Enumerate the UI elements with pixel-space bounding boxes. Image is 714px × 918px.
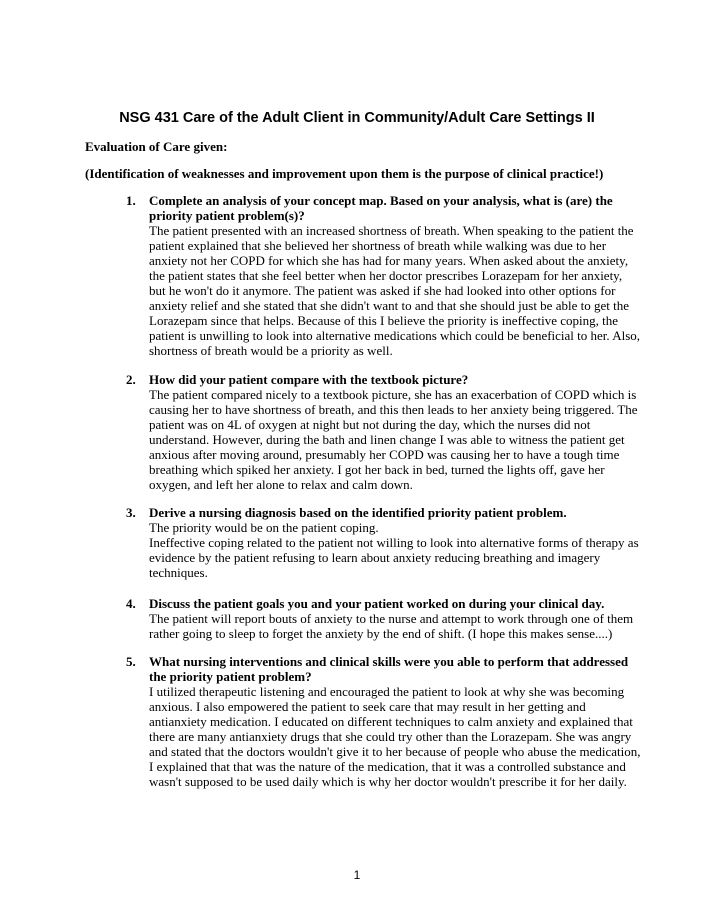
question-text: Discuss the patient goals you and your patient worked on during your clinical day. <box>149 596 605 611</box>
question-text: How did your patient compare with the textbook picture? <box>149 372 469 387</box>
question-number: 4. <box>126 596 136 611</box>
question-item-5 <box>126 654 641 789</box>
page-title: NSG 431 Care of the Adult Client in Community/Adult Care Settings II <box>119 110 595 126</box>
answer-text: The patient presented with an increased shortness of breath. When speaking to the patient the patient explained that she believed her shortness of breath while walking was due to her anxiety not her COPD for which she has had for many years. When asked about the anxiety, the patient states that she feel better when her doctor prescribes Lorazepam for her anxiety, but he won't do it anymore. The patient was asked if she had looked into other options for anxiety relief and she stated that she didn't want to and that she should just be able to get the Lorazepam since that helps. Because of this I believe the priority is ineffective coping, the patient is unwilling to look into alternative medications which could be beneficial to her. Also, shortness of breath would be a priority as well. <box>149 223 641 358</box>
section-subheading: (Identification of weaknesses and improvement upon them is the purpose of clinical practice!) <box>85 166 604 181</box>
question-item-1 <box>126 193 641 358</box>
answer-text-continued: Ineffective coping related to the patient not willing to look into alternative forms of therapy as evidence by the patient refusing to learn about anxiety reducing breathing and imagery techniques. <box>149 535 639 580</box>
question-text: Complete an analysis of your concept map. Based on your analysis, what is (are) the priority patient problem(s)? <box>149 193 613 223</box>
question-text: Derive a nursing diagnosis based on the identified priority patient problem. <box>149 505 567 520</box>
question-item-2 <box>126 372 641 492</box>
question-number: 1. <box>126 193 136 208</box>
answer-text: The patient compared nicely to a textbook picture, she has an exacerbation of COPD which is causing her to have shortness of breath, and this then leads to her anxiety being triggered. The patient was on 4L of oxygen at night but not during the day, which the nurses did not understand. However, during the bath and linen change I was able to witness the patient get anxious after moving around, presumably her COPD was causing her to have a tough time breathing which spiked her anxiety. I got her back in bed, turned the lights off, gave her oxygen, and left her alone to relax and calm down. <box>149 387 638 492</box>
question-text: What nursing interventions and clinical skills were you able to perform that addressed the priority patient problem? <box>149 654 629 684</box>
question-number: 2. <box>126 372 136 387</box>
page-number: 1 <box>353 868 361 882</box>
question-item-4 <box>126 596 641 641</box>
answer-text: The patient will report bouts of anxiety to the nurse and attempt to work through one of them rather going to sleep to forget the anxiety by the end of shift. (I hope this makes sense....) <box>149 611 634 641</box>
answer-text: The priority would be on the patient coping. <box>149 520 379 535</box>
answer-text: I utilized therapeutic listening and encouraged the patient to look at why she was becoming anxious. I also empowered the patient to seek care that may result in her getting and antianxiety medication. I educated on different techniques to calm anxiety and explained that there are many antianxiety drugs that she could try other than the Lorazepam. She was angry and stated that the doctors wouldn't give it to her because of people who abuse the medication, I explained that that was the nature of the medication, that it was a controlled substance and wasn't supposed to be used daily which is why her doctor wouldn't prescribe it for her daily. <box>149 684 641 789</box>
question-item-3 <box>126 505 641 580</box>
question-number: 3. <box>126 505 136 520</box>
section-heading: Evaluation of Care given: <box>85 139 228 154</box>
question-number: 5. <box>126 654 136 669</box>
